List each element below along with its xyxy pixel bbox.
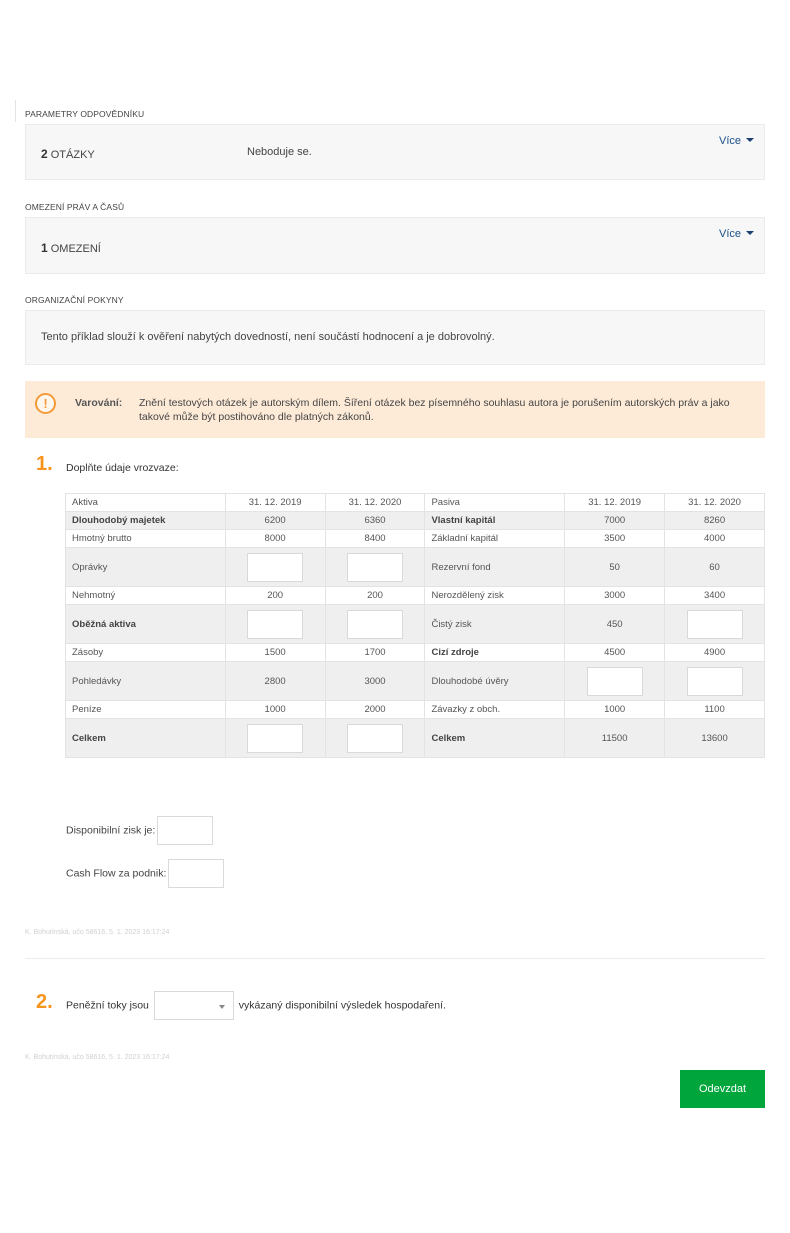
restriction-count-number: 1 [41, 241, 48, 255]
question-divider [25, 958, 765, 959]
pasiva-2020: 4900 [665, 644, 765, 662]
pasiva-label: Vlastní kapitál [425, 512, 565, 530]
pasiva-2019: 50 [565, 548, 665, 587]
pasiva-label: Základní kapitál [425, 530, 565, 548]
aktiva-label: Nehmotný [66, 587, 226, 605]
restriction-count [41, 241, 101, 255]
aktiva-2019-cell [225, 548, 325, 587]
pasiva-2019-cell [565, 662, 665, 701]
warning-label: Varování: [75, 397, 123, 409]
aktiva-2019: 200 [225, 587, 325, 605]
more-label: Více [718, 228, 741, 240]
header-aktiva-2019: 31. 12. 2019 [225, 494, 325, 512]
pasiva-2020: 60 [665, 548, 765, 587]
pasiva-2020: 13600 [665, 719, 765, 758]
question-count [41, 147, 95, 161]
aktiva-label: Celkem [66, 719, 226, 758]
header-aktiva-2020: 31. 12. 2020 [325, 494, 425, 512]
aktiva-label: Dlouhodobý majetek [66, 512, 226, 530]
aktiva-2020-input[interactable] [347, 610, 403, 639]
restrictions-more-toggle[interactable] [719, 228, 754, 240]
scoring-note: Neboduje se. [247, 146, 312, 158]
aktiva-label: Oběžná aktiva [66, 605, 226, 644]
pasiva-2020: 4000 [665, 530, 765, 548]
question-count-unit: OTÁZKY [50, 149, 95, 161]
table-row [66, 662, 765, 701]
table-row [66, 548, 765, 587]
aktiva-2019-input[interactable] [247, 610, 303, 639]
table-row [66, 587, 765, 605]
pasiva-2020-cell [665, 662, 765, 701]
table-row [66, 530, 765, 548]
section-label-parameters: PARAMETRY ODPOVĚDNÍKU [25, 109, 145, 119]
submit-button[interactable]: Odevzdat [680, 1070, 765, 1108]
cash-flow-comparison-select[interactable] [154, 991, 234, 1020]
pasiva-2019: 3500 [565, 530, 665, 548]
section-label-instructions: ORGANIZAČNÍ POKYNY [25, 295, 124, 305]
cash-flow-field-row [66, 859, 224, 888]
pasiva-2020-input[interactable] [687, 667, 743, 696]
instructions-text: Tento příklad slouží k ověření nabytých dovedností, není součástí hodnocení a je dobrovolný. [41, 331, 495, 343]
aktiva-label: Hmotný brutto [66, 530, 226, 548]
warning-text: Znění testových otázek je autorským dílem. Šíření otázek bez písemného souhlasu autora je porušením autorských práv a jako takové může být postihováno dle platných zákonů. [139, 397, 730, 423]
question-2-text-before: Peněžní toky jsou [66, 999, 149, 1012]
aktiva-2019: 6200 [225, 512, 325, 530]
pasiva-2020: 3400 [665, 587, 765, 605]
restriction-count-unit: OMEZENÍ [50, 243, 101, 255]
question-1-prompt: Doplňte údaje vrozvaze: [66, 462, 179, 474]
parameters-more-toggle[interactable] [719, 135, 754, 147]
caret-down-icon [746, 231, 754, 235]
parameters-panel [25, 124, 765, 180]
aktiva-2020-input[interactable] [347, 724, 403, 753]
section-label-restrictions: OMEZENÍ PRÁV A ČASŮ [25, 202, 125, 212]
table-row [66, 701, 765, 719]
header-pasiva-2019: 31. 12. 2019 [565, 494, 665, 512]
aktiva-2019-input[interactable] [247, 553, 303, 582]
caret-down-icon [746, 138, 754, 142]
cash-flow-label: Cash Flow za podnik: [66, 867, 167, 880]
pasiva-2019: 4500 [565, 644, 665, 662]
pasiva-label: Nerozdělený zisk [425, 587, 565, 605]
question-2-text-after: vykázaný disponibilní výsledek hospodaření. [238, 999, 446, 1012]
header-aktiva: Aktiva [66, 494, 226, 512]
table-row [66, 719, 765, 758]
header-pasiva-2020: 31. 12. 2020 [665, 494, 765, 512]
pasiva-2020: 1100 [665, 701, 765, 719]
aktiva-label: Pohledávky [66, 662, 226, 701]
pasiva-2019: 1000 [565, 701, 665, 719]
pasiva-2020: 8260 [665, 512, 765, 530]
pasiva-label: Cizí zdroje [425, 644, 565, 662]
pasiva-label: Celkem [425, 719, 565, 758]
aktiva-2020: 8400 [325, 530, 425, 548]
table-row [66, 605, 765, 644]
question-1-signature: K. Bohutínská, učo 58616, 5. 1. 2023 16:17:24 [25, 929, 170, 936]
pasiva-label: Čistý zisk [425, 605, 565, 644]
available-profit-input[interactable] [157, 816, 213, 845]
aktiva-2020-cell [325, 548, 425, 587]
aktiva-2019: 1000 [225, 701, 325, 719]
aktiva-2019-cell [225, 719, 325, 758]
balance-sheet-table [65, 493, 765, 758]
question-2-sentence [66, 991, 446, 1020]
available-profit-field-row [66, 816, 213, 845]
aktiva-2020-input[interactable] [347, 553, 403, 582]
aktiva-2020: 3000 [325, 662, 425, 701]
cash-flow-input[interactable] [168, 859, 224, 888]
aktiva-2020: 200 [325, 587, 425, 605]
pasiva-2019: 11500 [565, 719, 665, 758]
available-profit-label: Disponibilní zisk je: [66, 824, 156, 837]
aktiva-2019: 1500 [225, 644, 325, 662]
table-row [66, 512, 765, 530]
aktiva-2019-cell [225, 605, 325, 644]
pasiva-label: Závazky z obch. [425, 701, 565, 719]
aktiva-2020-cell [325, 719, 425, 758]
pasiva-2019: 3000 [565, 587, 665, 605]
exclamation-circle-icon: ! [35, 393, 56, 414]
more-label: Více [718, 135, 741, 147]
aktiva-2019-input[interactable] [247, 724, 303, 753]
aktiva-label: Zásoby [66, 644, 226, 662]
aktiva-2019: 8000 [225, 530, 325, 548]
pasiva-label: Rezervní fond [425, 548, 565, 587]
table-row [66, 644, 765, 662]
question-2-signature: K. Bohutínská, učo 58616, 5. 1. 2023 16:17:24 [25, 1054, 170, 1061]
question-2-number: 2. [36, 991, 53, 1013]
instructions-panel [25, 310, 765, 365]
aktiva-2020: 1700 [325, 644, 425, 662]
aktiva-2019: 2800 [225, 662, 325, 701]
table-header-row [66, 494, 765, 512]
dropdown-arrow-icon [219, 1005, 225, 1009]
pasiva-2020-cell [665, 605, 765, 644]
pasiva-2019: 450 [565, 605, 665, 644]
question-1-number: 1. [36, 453, 53, 475]
aktiva-2020: 6360 [325, 512, 425, 530]
copyright-warning [25, 381, 765, 438]
left-rule [15, 100, 16, 122]
pasiva-2019: 7000 [565, 512, 665, 530]
aktiva-label: Peníze [66, 701, 226, 719]
pasiva-2020-input[interactable] [687, 610, 743, 639]
restrictions-panel [25, 217, 765, 274]
question-count-number: 2 [41, 147, 48, 161]
aktiva-2020: 2000 [325, 701, 425, 719]
header-pasiva: Pasiva [425, 494, 565, 512]
pasiva-2019-input[interactable] [587, 667, 643, 696]
pasiva-label: Dlouhodobé úvěry [425, 662, 565, 701]
aktiva-2020-cell [325, 605, 425, 644]
aktiva-label: Oprávky [66, 548, 226, 587]
